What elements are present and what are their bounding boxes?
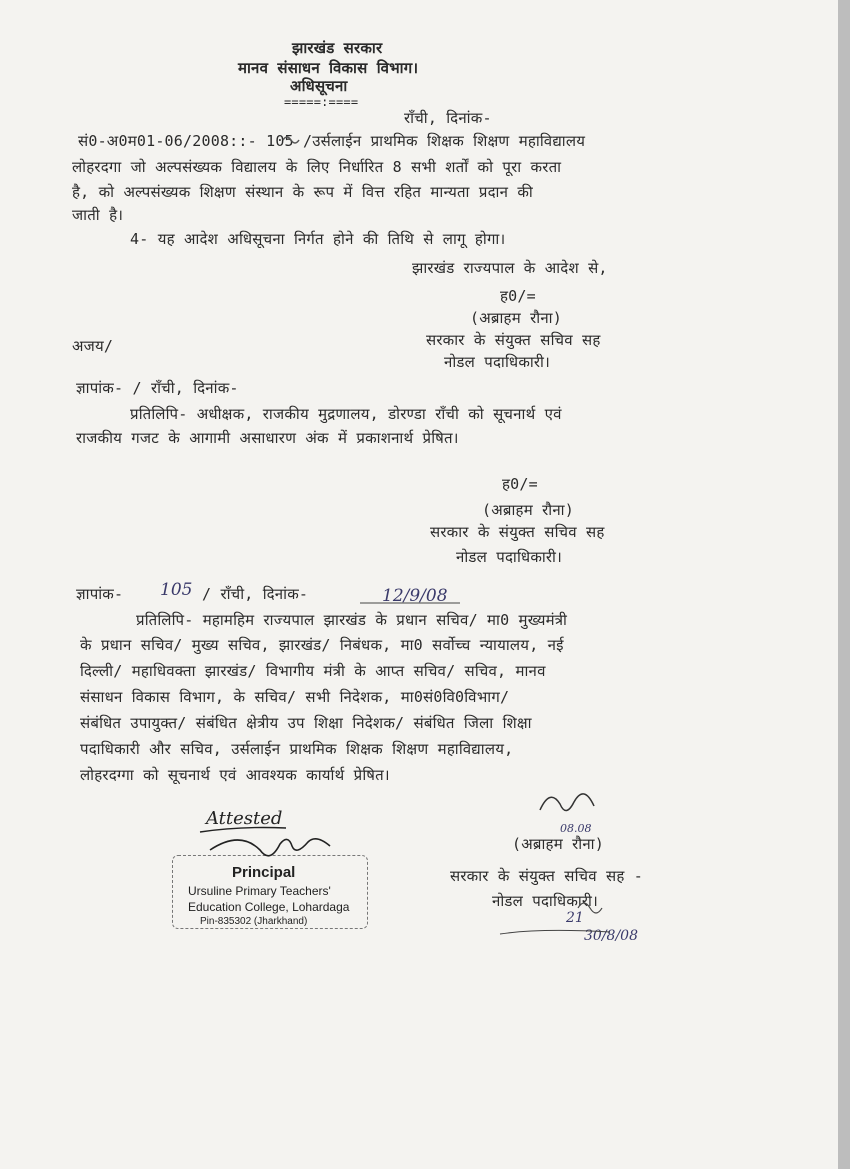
copy2-line: पदाधिकारी और सचिव, उर्सलाईन प्राथमिक शिक्षक शिक्षण महाविद्यालय, (80, 740, 514, 758)
sign3-title1: सरकार के संयुक्त सचिव सह - (450, 867, 643, 885)
copy2-line: लोहरदग्गा को सूचनार्थ एवं आवश्यक कार्यार्थ प्रेषित। (80, 766, 390, 784)
sign3-initial: 21 (566, 910, 584, 926)
sign1-name: (अब्राहम रौना) (470, 309, 562, 327)
initial-underline (500, 930, 610, 934)
sign1-title1: सरकार के संयुक्त सचिव सह (426, 331, 601, 349)
officer-signature-icon (540, 794, 594, 811)
scribble-mark (283, 137, 299, 143)
header-line2: मानव संसाधन विकास विभाग। (238, 59, 419, 77)
header-line1: झारखंड सरकार (292, 39, 383, 57)
stamp-line1: Principal (232, 864, 296, 881)
sign2-sd: ह0/= (502, 475, 538, 493)
sign3-title2: नोडल पदाधिकारी। (492, 892, 599, 910)
attested-underline (200, 828, 286, 833)
sign2-title1: सरकार के संयुक्त सचिव सह (430, 523, 605, 541)
header-dashes: =====:==== (284, 95, 359, 109)
main-para-line: जाती है। (72, 206, 124, 224)
ajay-ref: अजय/ (72, 337, 114, 355)
stamp-line2: Ursuline Primary Teachers' (188, 884, 331, 898)
main-para-line: है, को अल्पसंख्यक शिक्षण संस्थान के रूप में वित्त रहित मान्यता प्रदान की (72, 183, 533, 201)
attested-text: Attested (206, 808, 283, 829)
sign1-title2: नोडल पदाधिकारी। (444, 353, 551, 371)
sign1-sd: ह0/= (500, 287, 536, 305)
memo2-mid: / राँची, दिनांक- (202, 585, 309, 603)
copy2-line: दिल्ली/ महाधिवक्ता झारखंड/ विभागीय मंत्री के आप्त सचिव/ सचिव, मानव (80, 662, 546, 680)
principal-signature-icon (210, 839, 330, 856)
place-date: राँची, दिनांक- (404, 109, 492, 127)
stamp-line4: Pin-835302 (Jharkhand) (200, 916, 308, 927)
header-line3: अधिसूचना (290, 77, 348, 95)
copy2-line: संसाधन विकास विभाग, के सचिव/ सभी निदेशक, मा0सं0वि0विभाग/ (80, 688, 510, 706)
point-4: 4- यह आदेश अधिसूचना निर्गत होने की तिथि से लागू होगा। (130, 230, 506, 248)
order-by: झारखंड राज्यपाल के आदेश से, (412, 259, 608, 277)
copy1-line: राजकीय गजट के आगामी असाधारण अंक में प्रकाशनार्थ प्रेषित। (76, 429, 459, 447)
memo2-label: ज्ञापांक- (76, 585, 124, 603)
main-para-line: लोहरदगा जो अल्पसंख्यक विद्यालय के लिए निर्धारित 8 सभी शर्तों को पूरा करता (72, 158, 562, 176)
copy2-line: प्रतिलिपि- महामहिम राज्यपाल झारखंड के प्रधान सचिव/ मा0 मुख्यमंत्री (136, 611, 568, 629)
sign2-name: (अब्राहम रौना) (482, 501, 574, 519)
copy2-line: के प्रधान सचिव/ मुख्य सचिव, झारखंड/ निबंधक, मा0 सर्वोच्च न्यायालय, नई (80, 636, 564, 654)
sign2-title2: नोडल पदाधिकारी। (456, 548, 563, 566)
copy1-line: प्रतिलिपि- अधीक्षक, राजकीय मुद्रणालय, डोरण्डा राँची को सूचनार्थ एवं (130, 405, 562, 423)
sign3-date2: 30/8/08 (584, 928, 638, 944)
sign3-name: (अब्राहम रौना) (512, 835, 604, 853)
stamp-line3: Education College, Lohardaga (188, 900, 350, 914)
memo1: ज्ञापांक- / राँची, दिनांक- (76, 379, 239, 397)
initial-scribble (578, 903, 602, 913)
memo2-number: 105 (160, 580, 193, 600)
sign3-date: 08.08 (560, 822, 592, 835)
copy2-line: संबंधित उपायुक्त/ संबंधित क्षेत्रीय उप शिक्षा निदेशक/ संबंधित जिला शिक्षा (80, 714, 532, 732)
main-para-line: सं0-अ0म01-06/2008::- 105 /उर्सलाईन प्राथमिक शिक्षक शिक्षण महाविद्यालय (78, 132, 586, 150)
memo2-date: 12/9/08 (382, 586, 448, 606)
